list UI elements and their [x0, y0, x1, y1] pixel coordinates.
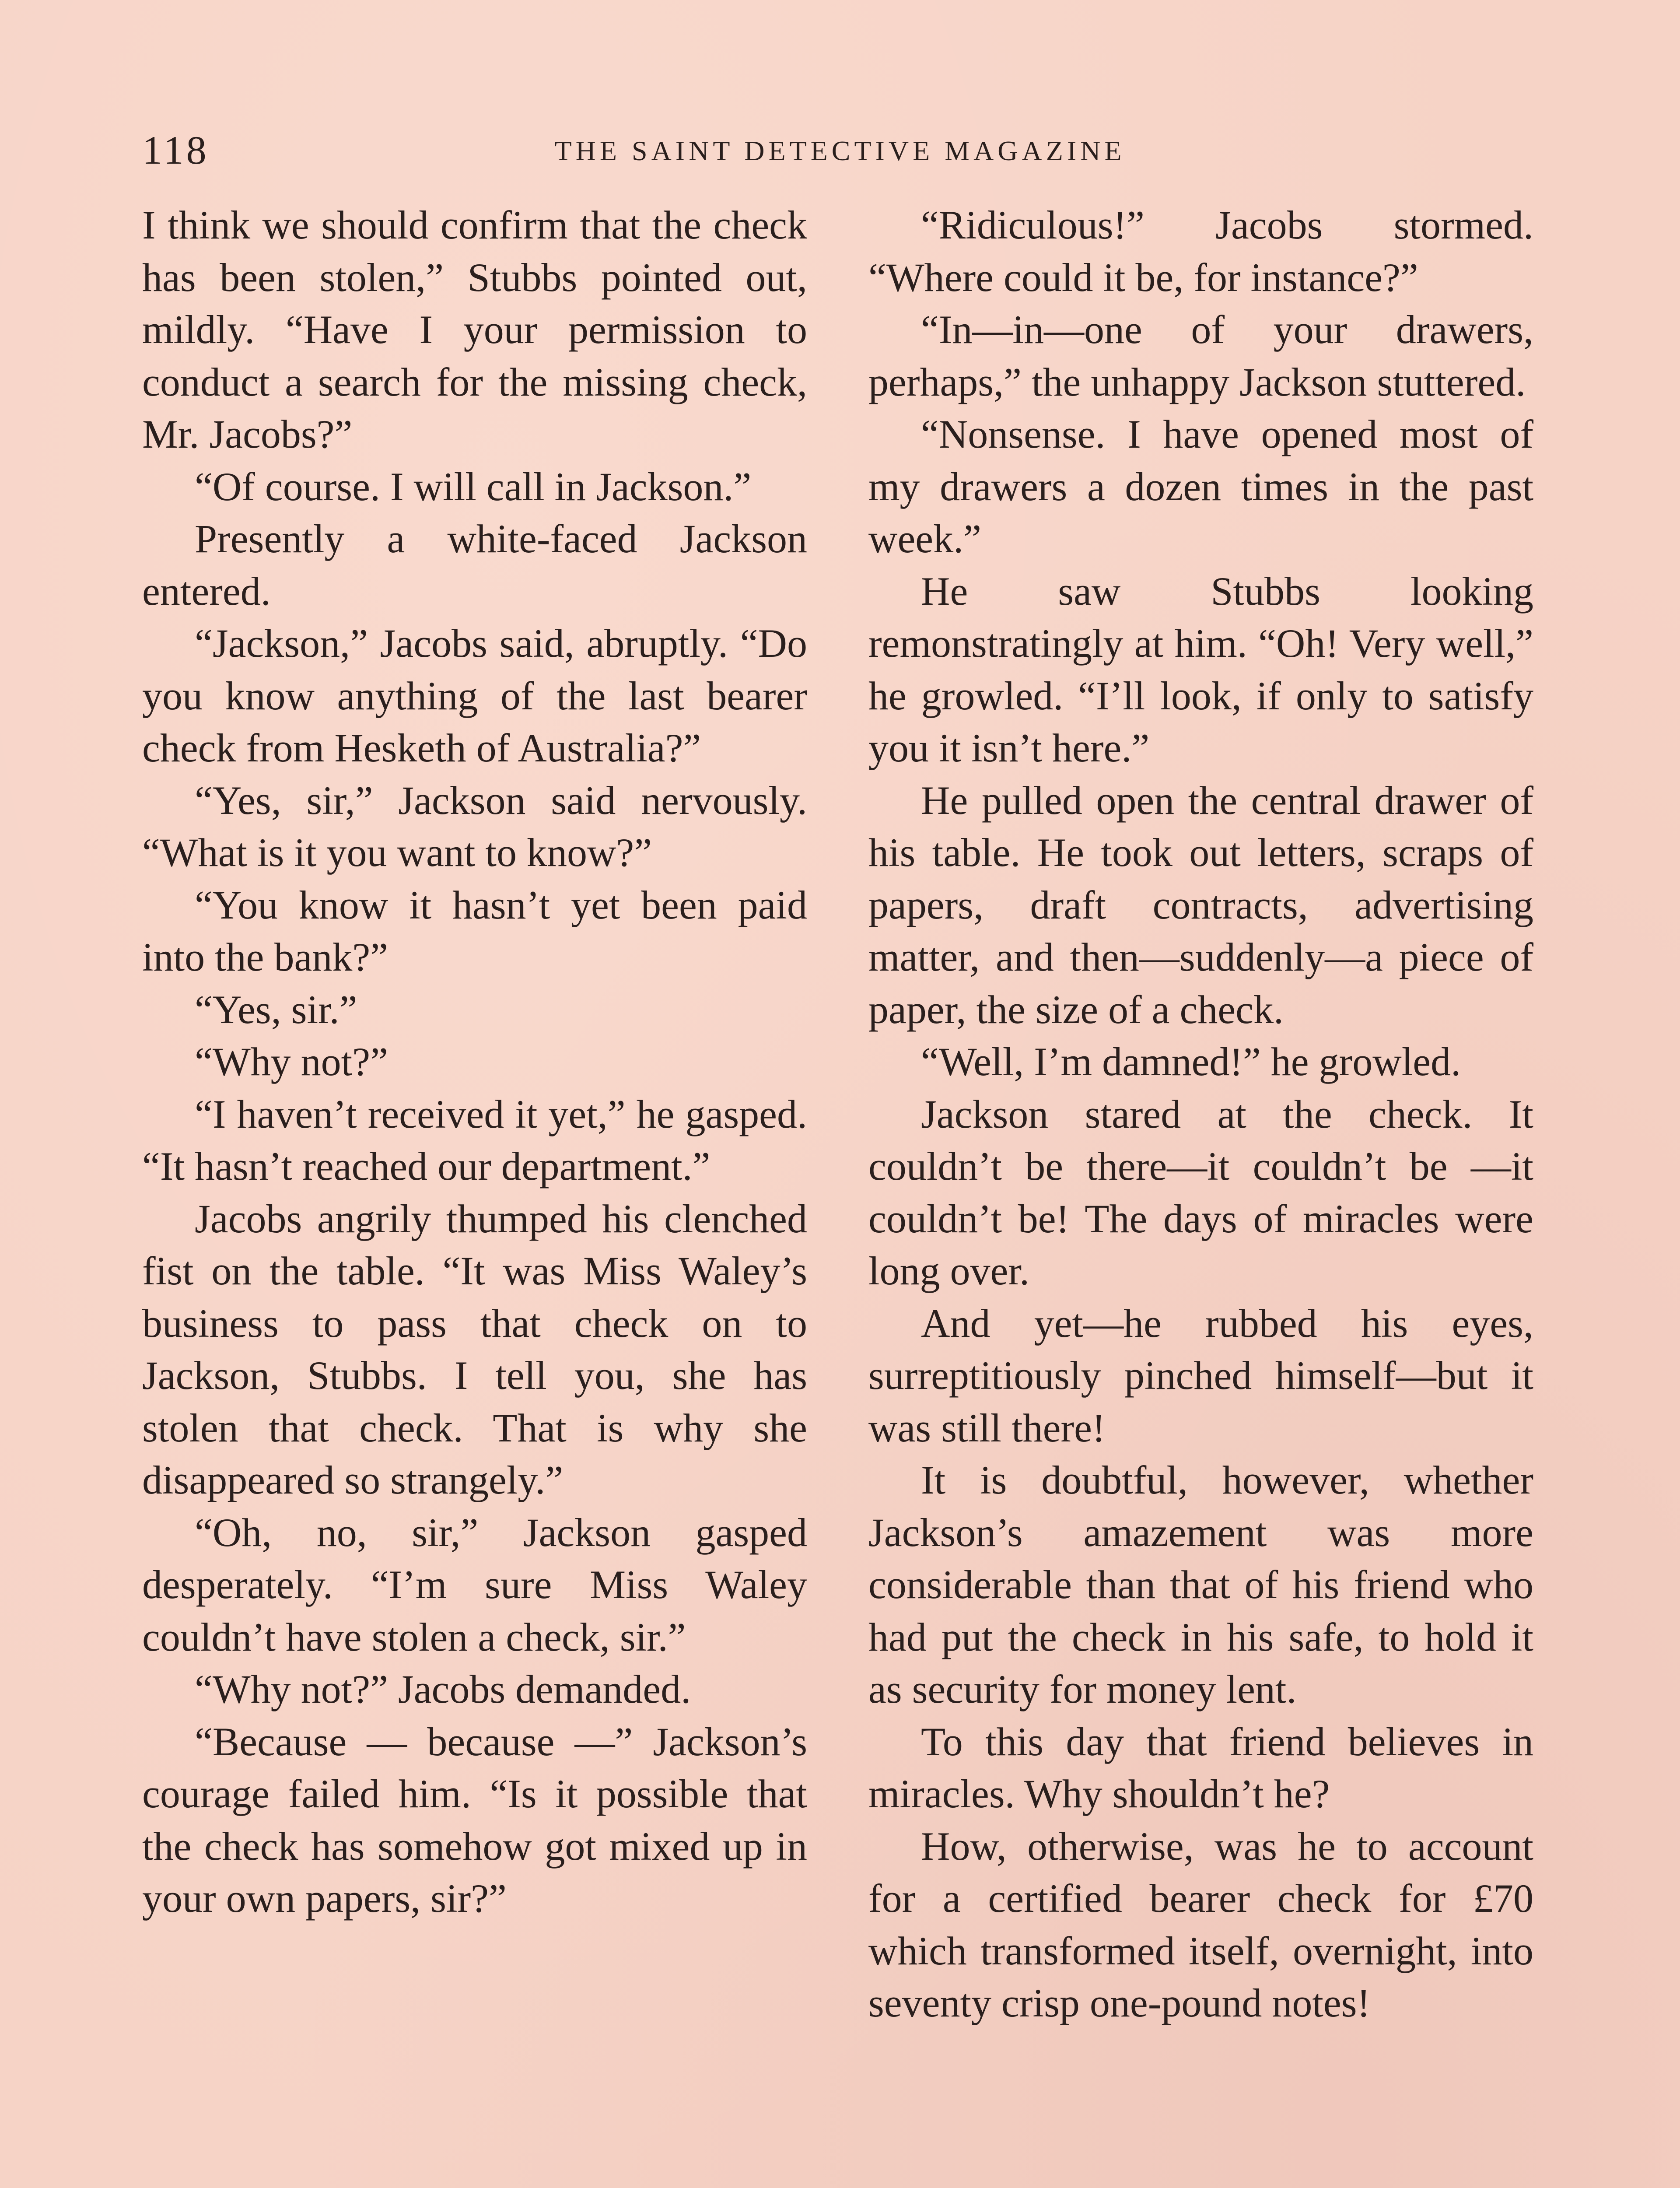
paragraph: “Of course. I will call in Jackson.” — [195, 464, 752, 509]
paragraph: To this day that friend believes in miracles. Why shouldn’t he? — [868, 1719, 1533, 1816]
paragraph: “Ridiculous!” Jacobs stormed. “Where could it be, for instance?” — [868, 203, 1533, 300]
paragraph: He saw Stubbs looking remonstratingly at him. “Oh! Very well,” he growled. “I’ll look, if only to satisfy you it isn’t here.” — [868, 568, 1533, 770]
paragraph: “Yes, sir,” Jackson said nervously. “What is it you want to know?” — [142, 778, 807, 875]
paragraph: “In—in—one of your drawers, perhaps,” the unhappy Jackson stuttered. — [868, 307, 1533, 404]
paragraph: “Oh, no, sir,” Jackson gasped desperately. “I’m sure Miss Waley couldn’t have stolen a check, sir.” — [142, 1510, 807, 1659]
paragraph: And yet—he rubbed his eyes, surreptitiously pinched himself—but it was still there! — [868, 1301, 1533, 1450]
magazine-title: THE SAINT DETECTIVE MAGAZINE — [554, 135, 1126, 166]
paragraph: It is doubtful, however, whether Jackson’s amazement was more considerable than that of his friend who had put the check in his safe, to hold it as security for money lent. — [868, 1458, 1533, 1711]
paragraph: “Because — because —” Jackson’s courage failed him. “Is it possible that the check has somehow got mixed up in your own papers, sir?” — [142, 1719, 807, 1921]
paragraph: I think we should confirm that the check has been stolen,” Stubbs pointed out, mildly. “Have I your permission to conduct a search for the missing check, Mr. Jacobs?” — [142, 203, 807, 456]
paragraph: Jackson stared at the check. It couldn’t be there—it couldn’t be —it couldn’t be! The days of miracles were long over. — [868, 1091, 1533, 1293]
paragraph: Jacobs angrily thumped his clenched fist on the table. “It was Miss Waley’s business to pass that check on to Jackson, Stubbs. I tell you, she has stolen that check. That is why she disappeared so strangely.” — [142, 1196, 807, 1502]
page-number: 118 — [142, 128, 209, 172]
paragraph: “Why not?” Jacobs demanded. — [195, 1667, 691, 1711]
paragraph: “You know it hasn’t yet been paid into the bank?” — [142, 882, 807, 979]
paragraph: “Jackson,” Jacobs said, abruptly. “Do you know anything of the last bearer check from Hesketh of Australia?” — [142, 621, 807, 770]
paragraph: “I haven’t received it yet,” he gasped. “It hasn’t reached our department.” — [142, 1091, 807, 1189]
paragraph: “Why not?” — [195, 1039, 388, 1084]
paragraph: “Nonsense. I have opened most of my drawers a dozen times in the past week.” — [868, 412, 1533, 561]
paragraph: “Well, I’m damned!” he growled. — [921, 1039, 1461, 1084]
running-head — [142, 127, 1538, 175]
paragraph: How, otherwise, was he to account for a certified bearer check for £70 which transformed itself, overnight, into seventy crisp one-pound notes! — [868, 1823, 1533, 2025]
paragraph: Presently a white-faced Jackson entered. — [142, 516, 807, 614]
paragraph: “Yes, sir.” — [195, 987, 357, 1032]
right-column — [868, 199, 1533, 2030]
paragraph: He pulled open the central drawer of his table. He took out letters, scraps of papers, draft contracts, advertising matter, and then—suddenly—a piece of paper, the size of a check. — [868, 778, 1533, 1032]
left-column — [142, 199, 807, 1925]
